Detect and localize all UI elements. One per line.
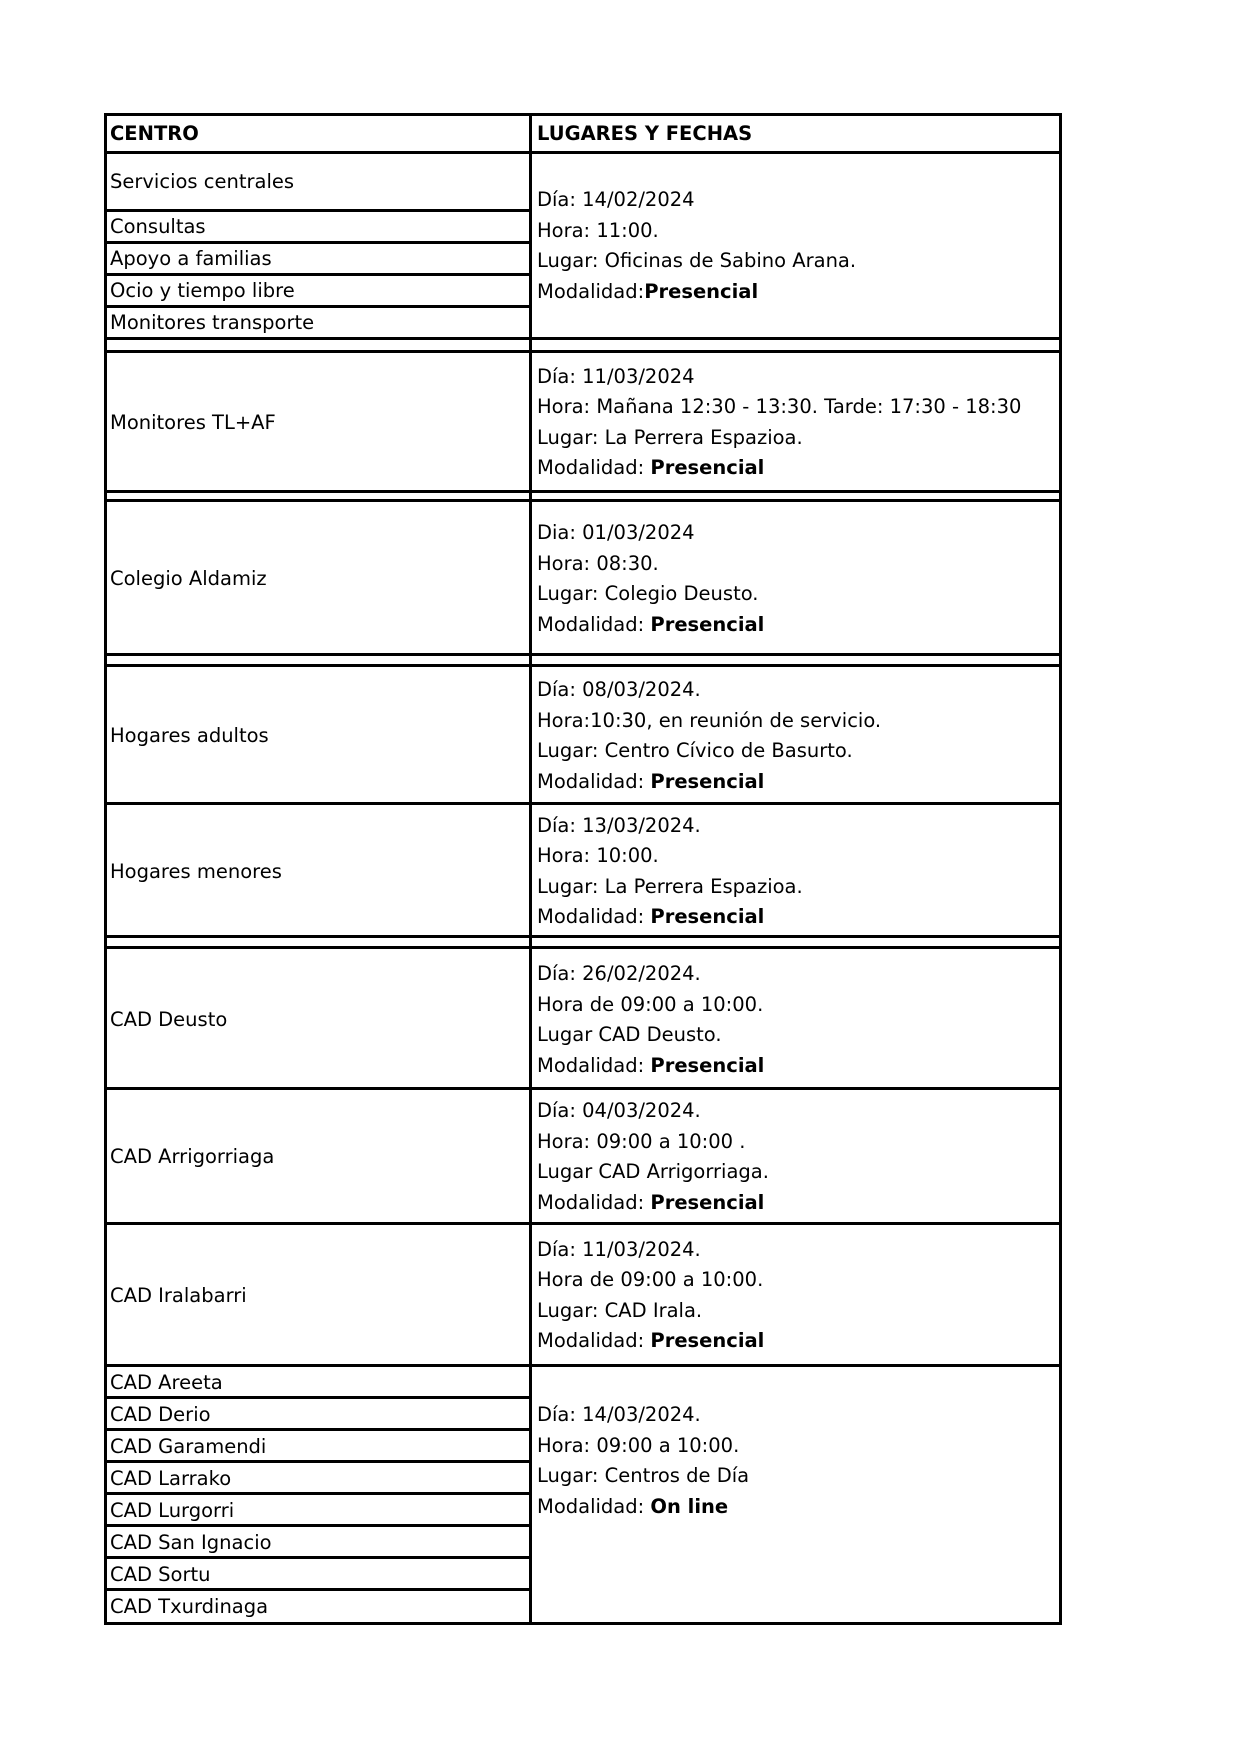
center-name: CAD Garamendi	[110, 1435, 267, 1458]
detail-hora: Hora: 09:00 a 10:00.	[537, 1433, 740, 1457]
table-border	[104, 337, 1062, 340]
detail-hora: Hora: 10:00.	[537, 844, 659, 867]
detail-hora: Hora:10:30, en reunión de servicio.	[537, 708, 882, 732]
schedule-details	[537, 153, 856, 339]
center-name: Ocio y tiempo libre	[110, 279, 295, 302]
center-name: Monitores transporte	[110, 311, 315, 334]
detail-hora: Hora: 09:00 a 10:00 .	[537, 1129, 746, 1153]
schedule-details	[537, 952, 764, 1088]
center-name: Hogares menores	[110, 859, 282, 883]
detail-dia: Día: 14/03/2024.	[537, 1403, 701, 1426]
table-border	[104, 1087, 1062, 1090]
center-name: CAD Txurdinaga	[110, 1595, 269, 1618]
table-border	[104, 1524, 532, 1527]
table-border	[104, 1364, 1062, 1367]
table-border	[104, 653, 1062, 656]
table-border	[104, 1492, 532, 1495]
table-border	[104, 209, 532, 212]
detail-modalidad: Modalidad:Presencial	[537, 279, 759, 303]
detail-lugar: Lugar: Centros de Día	[537, 1464, 750, 1487]
schedule-details	[537, 1368, 750, 1518]
table-border	[104, 1460, 532, 1463]
detail-modalidad: Modalidad: Presencial	[537, 456, 765, 479]
center-name: Hogares adultos	[110, 724, 269, 747]
table-border	[104, 113, 1062, 116]
center-name: Apoyo a familias	[110, 247, 272, 270]
center-name: CAD Larrako	[110, 1467, 232, 1490]
detail-lugar: Lugar: La Perrera Espazioa.	[537, 425, 803, 449]
detail-lugar: Lugar: La Perrera Espazioa.	[537, 874, 803, 898]
center-name: CAD Iralabarri	[110, 1283, 247, 1307]
detail-dia: Día: 11/03/2024.	[537, 1237, 701, 1261]
detail-hora: Hora: Mañana 12:30 - 13:30. Tarde: 17:30 - 18:30	[537, 395, 1022, 418]
detail-dia: Día: 11/03/2024	[537, 364, 695, 388]
detail-modalidad: Modalidad: On line	[537, 1494, 729, 1518]
table-border	[104, 490, 1062, 493]
detail-modalidad: Modalidad: Presencial	[537, 769, 765, 793]
schedule-details	[537, 505, 764, 653]
header-lugares-fechas: LUGARES Y FECHAS	[537, 122, 753, 145]
table-border	[104, 1222, 1062, 1225]
detail-dia: Día: 14/02/2024	[537, 188, 695, 211]
table-border	[104, 1396, 532, 1399]
schedule-details	[537, 355, 1021, 490]
detail-hora: Hora de 09:00 a 10:00.	[537, 1268, 764, 1291]
center-name: Servicios centrales	[110, 169, 295, 193]
table-border	[104, 935, 1062, 938]
header-centro: CENTRO	[110, 122, 199, 145]
detail-hora: Hora: 11:00.	[537, 218, 659, 242]
table-border	[104, 802, 1062, 805]
schedule-details	[537, 806, 803, 937]
table-border	[104, 664, 1062, 667]
detail-hora: Hora de 09:00 a 10:00.	[537, 992, 764, 1016]
detail-lugar: Lugar: CAD Irala.	[537, 1298, 703, 1322]
table-border	[104, 241, 532, 244]
detail-lugar: Lugar: Centro Cívico de Basurto.	[537, 739, 853, 762]
table-border	[104, 273, 532, 276]
table-border	[104, 1428, 532, 1431]
detail-dia: Día: 13/03/2024.	[537, 813, 701, 837]
detail-lugar: Lugar CAD Arrigorriaga.	[537, 1160, 769, 1183]
table-border	[104, 305, 532, 308]
table-border	[104, 1556, 532, 1559]
detail-modalidad: Modalidad: Presencial	[537, 1053, 765, 1077]
detail-dia: Día: 26/02/2024.	[537, 962, 701, 985]
center-name: CAD Lurgorri	[110, 1499, 235, 1522]
schedule-details	[537, 1226, 764, 1365]
center-name: CAD San Ignacio	[110, 1531, 272, 1554]
detail-modalidad: Modalidad: Presencial	[537, 905, 765, 928]
center-name: CAD Sortu	[110, 1563, 211, 1586]
detail-modalidad: Modalidad: Presencial	[537, 612, 765, 636]
table-border	[104, 151, 1062, 154]
detail-hora: Hora: 08:30.	[537, 551, 659, 575]
detail-dia: Dia: 01/03/2024	[537, 521, 695, 544]
center-name: CAD Derio	[110, 1403, 211, 1426]
table-border	[104, 946, 1062, 949]
center-name: CAD Areeta	[110, 1371, 223, 1394]
table-border	[104, 499, 1062, 502]
center-name: Colegio Aldamiz	[110, 567, 267, 590]
detail-modalidad: Modalidad: Presencial	[537, 1329, 765, 1352]
detail-lugar: Lugar: Colegio Deusto.	[537, 582, 759, 605]
schedule-details	[537, 669, 881, 803]
center-name: Consultas	[110, 215, 206, 238]
detail-dia: Día: 04/03/2024.	[537, 1099, 701, 1122]
center-name: Monitores TL+AF	[110, 410, 276, 434]
detail-modalidad: Modalidad: Presencial	[537, 1190, 765, 1214]
table-border	[104, 1622, 1062, 1625]
schedule-details	[537, 1091, 769, 1223]
center-name: CAD Deusto	[110, 1008, 228, 1031]
center-name: CAD Arrigorriaga	[110, 1145, 275, 1168]
table-border	[104, 350, 1062, 353]
detail-lugar: Lugar: Oficinas de Sabino Arana.	[537, 249, 857, 272]
table-border	[104, 1588, 532, 1591]
detail-lugar: Lugar CAD Deusto.	[537, 1023, 722, 1046]
detail-dia: Día: 08/03/2024.	[537, 678, 701, 701]
